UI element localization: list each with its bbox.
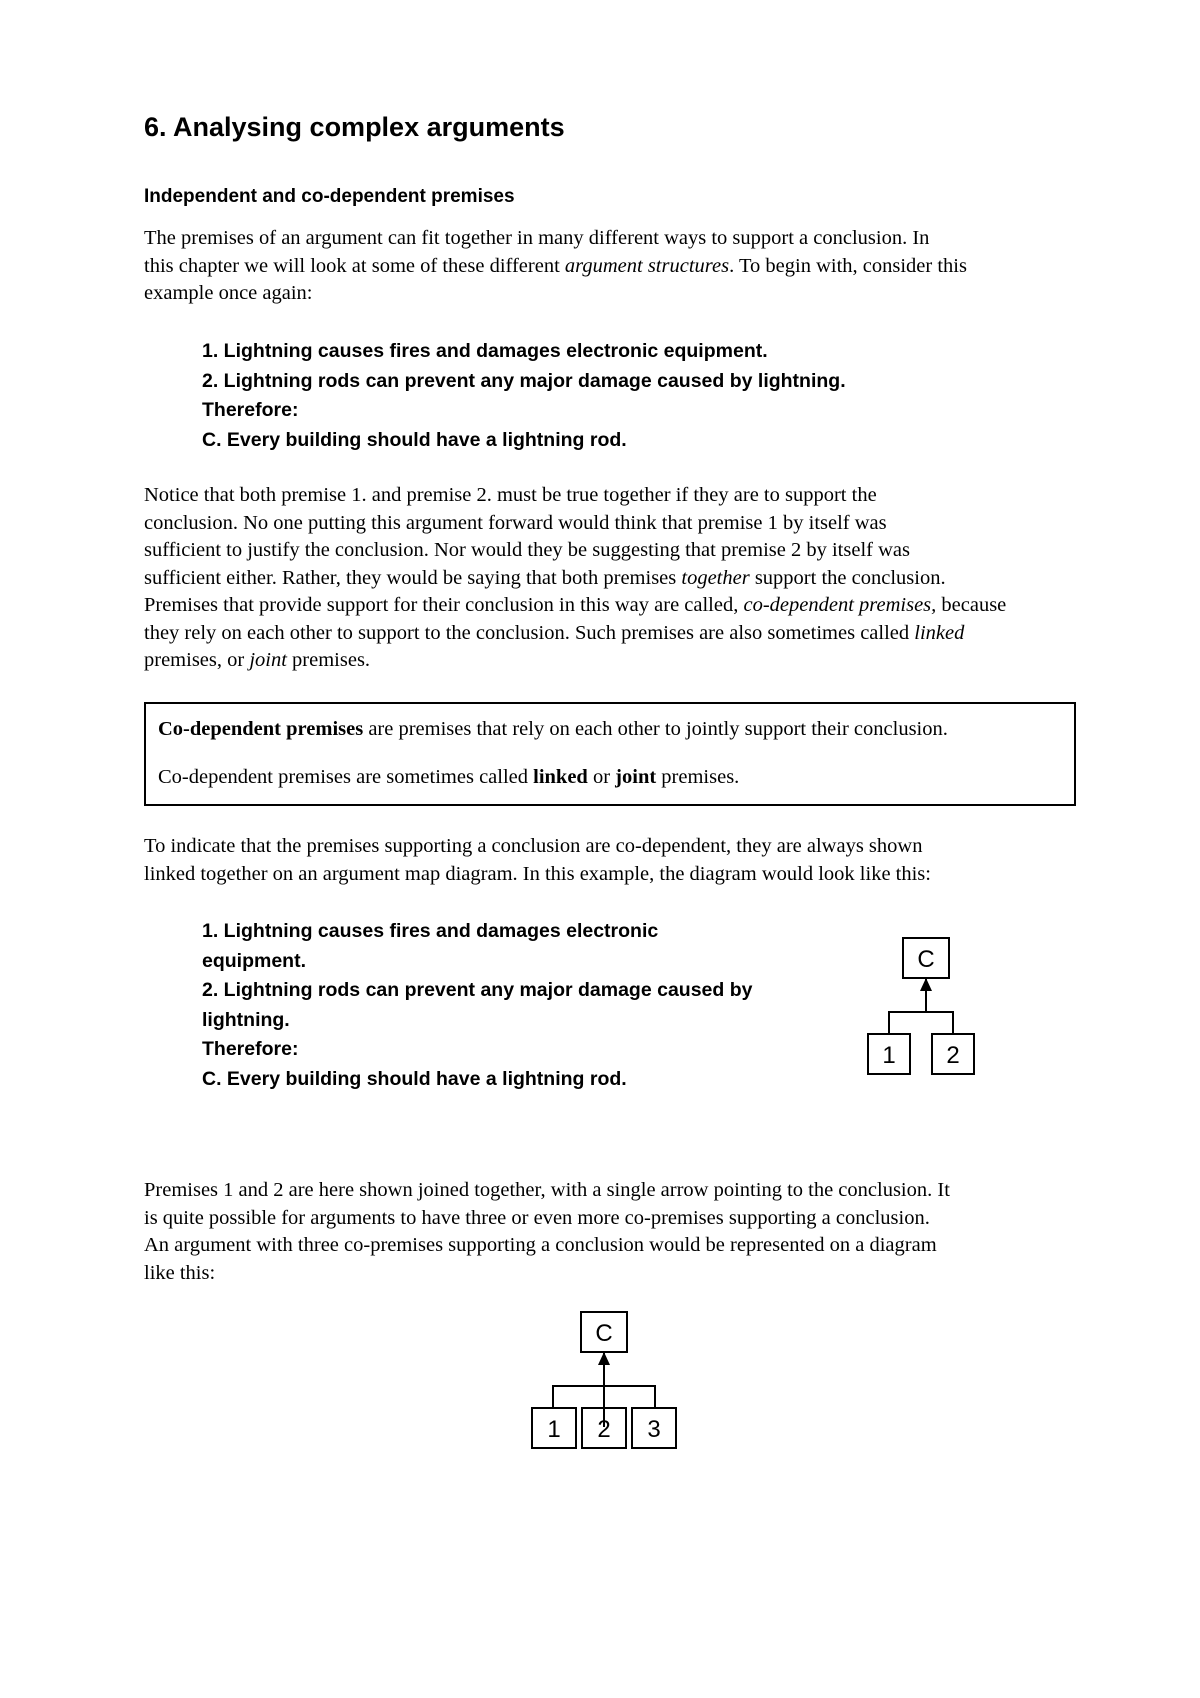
premise-label: 1 bbox=[882, 1042, 896, 1069]
argument-example-2 bbox=[202, 917, 802, 1094]
premise-label: 3 bbox=[647, 1416, 661, 1443]
notice-line: Premises that provide support for their conclusion in this way are called, co-dependent premises, because bbox=[144, 594, 1007, 616]
argument-example-1 bbox=[202, 337, 846, 455]
argument-map-diagram-2 bbox=[524, 1308, 684, 1463]
premise-2: 2. Lightning rods can prevent any major damage caused by lightning. bbox=[202, 369, 846, 392]
therefore-label: Therefore: bbox=[202, 399, 299, 421]
definition-term: Co-dependent premises bbox=[158, 718, 364, 740]
notice-line: sufficient to justify the conclusion. Nor would they be suggesting that premise 2 by itself was bbox=[144, 539, 910, 561]
definition-alt-line: Co-dependent premises are sometimes called linked or joint premises. bbox=[158, 766, 740, 788]
indicate-line: To indicate that the premises supporting a conclusion are co-dependent, they are always shown bbox=[144, 835, 923, 857]
premise-1-cont: equipment. bbox=[202, 949, 307, 972]
premise-2: 2. Lightning rods can prevent any major damage caused by bbox=[202, 979, 753, 1001]
intro-line: example once again: bbox=[144, 282, 313, 304]
page-title: 6. Analysing complex arguments bbox=[144, 112, 565, 142]
definition-line: Co-dependent premises are premises that rely on each other to jointly support their conclusion. bbox=[158, 718, 948, 740]
conclusion: C. Every building should have a lightning rod. bbox=[202, 428, 627, 451]
indicate-line: linked together on an argument map diagram. In this example, the diagram would look like this: bbox=[144, 862, 931, 885]
premise-1: 1. Lightning causes fires and damages electronic bbox=[202, 920, 659, 942]
argument-map-diagram-1 bbox=[866, 934, 986, 1089]
arrow-head-icon bbox=[920, 978, 932, 991]
notice-line: sufficient either. Rather, they would be saying that both premises together support the conclusion. bbox=[144, 566, 946, 589]
premises-paragraph bbox=[144, 1177, 1074, 1287]
section-heading: Independent and co-dependent premises bbox=[144, 186, 515, 207]
premise-label: 1 bbox=[547, 1416, 561, 1443]
conclusion-label: C bbox=[917, 946, 935, 973]
intro-paragraph bbox=[144, 225, 1074, 308]
notice-line: Notice that both premise 1. and premise 2. must be true together if they are to support the bbox=[144, 484, 877, 506]
notice-paragraph bbox=[144, 482, 1074, 675]
conclusion-label: C bbox=[595, 1320, 613, 1347]
premise-2-cont: lightning. bbox=[202, 1008, 290, 1031]
indicate-paragraph bbox=[144, 833, 1074, 888]
premise-label: 2 bbox=[946, 1042, 960, 1069]
premises-line: Premises 1 and 2 are here shown joined together, with a single arrow pointing to the conclusion. It bbox=[144, 1179, 950, 1201]
premise-label: 2 bbox=[597, 1416, 611, 1443]
arrow-head-icon bbox=[598, 1352, 610, 1365]
premise-1: 1. Lightning causes fires and damages electronic equipment. bbox=[202, 340, 768, 362]
notice-line: they rely on each other to support to the conclusion. Such premises are also sometimes called linked bbox=[144, 621, 965, 644]
premises-line: like this: bbox=[144, 1261, 216, 1284]
intro-line: The premises of an argument can fit together in many different ways to support a conclusion. In bbox=[144, 227, 930, 249]
argument-structures-term: argument structures bbox=[564, 254, 730, 277]
notice-line: premises, or joint premises. bbox=[144, 649, 371, 671]
conclusion: C. Every building should have a lightning rod. bbox=[202, 1067, 627, 1090]
premises-line: An argument with three co-premises supporting a conclusion would be represented on a diagram bbox=[144, 1234, 937, 1256]
notice-line: conclusion. No one putting this argument forward would think that premise 1 by itself was bbox=[144, 511, 887, 534]
premises-line: is quite possible for arguments to have three or even more co-premises supporting a conclusion. bbox=[144, 1206, 930, 1229]
definition-box bbox=[144, 702, 1076, 806]
intro-line: this chapter we will look at some of these different argument structures. To begin with, consider this bbox=[144, 254, 967, 277]
therefore-label: Therefore: bbox=[202, 1038, 299, 1060]
